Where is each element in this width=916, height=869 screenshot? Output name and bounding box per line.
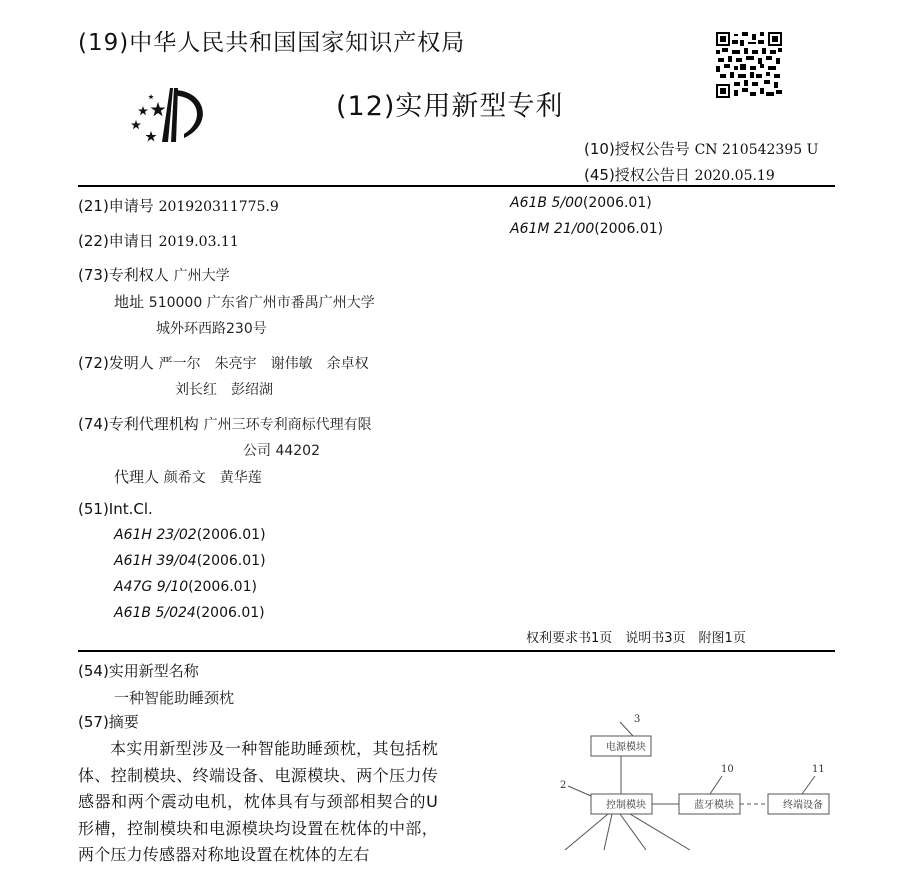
utility-model-title-label: (54)实用新型名称 (78, 662, 199, 680)
control-module-label: 控制模块 (606, 800, 646, 811)
ref-leader-terminal (802, 776, 815, 794)
publication-date-row (584, 164, 775, 185)
intcl-version: (2006.01) (594, 221, 664, 237)
publication-number-label: (10)授权公告号 (584, 140, 690, 158)
address-line-2: 城外环西路230号 (156, 321, 267, 337)
ref-number-bluetooth: 10 (721, 764, 734, 775)
motor-link (630, 814, 690, 850)
authority-title: (19)中华人民共和国国家知识产权局 (78, 30, 466, 56)
agency-line-2: 公司 44202 (243, 443, 320, 459)
intcl-item (510, 221, 663, 237)
intcl-item (114, 579, 257, 595)
patentee-label: (73)专利权人 (78, 266, 169, 284)
intcl-version: (2006.01) (196, 527, 266, 543)
intcl-code: A61H 23/02 (114, 527, 197, 543)
intcl-item (510, 195, 652, 211)
application-date-value: 2019.03.11 (158, 234, 239, 250)
intcl-version: (2006.01) (196, 553, 266, 569)
intcl-version: (2006.01) (582, 195, 652, 211)
cnipa-logo-icon (118, 84, 218, 154)
page-counts: 权利要求书1页 说明书3页 附图1页 (526, 631, 746, 646)
publication-date-label: (45)授权公告日 (584, 166, 690, 184)
inventors-line-2: 刘长红 彭绍湖 (175, 382, 273, 398)
application-number-row (78, 195, 279, 216)
patentee-value: 广州大学 (173, 268, 230, 284)
publication-number-value: CN 210542395 U (694, 142, 819, 158)
intcl-code: A61M 21/00 (510, 221, 595, 237)
top-divider (78, 185, 835, 187)
intcl-code: A47G 9/10 (114, 579, 189, 595)
agency-line-1: 广州三环专利商标代理有限 (203, 417, 372, 433)
sensor-link (565, 814, 608, 850)
intcl-label: (51)Int.Cl. (78, 500, 153, 518)
intcl-version: (2006.01) (188, 579, 257, 595)
application-date-label: (22)申请日 (78, 232, 154, 250)
abstract-text: 本实用新型涉及一种智能助睡颈枕，其包括枕体、控制模块、终端设备、电源模块、两个压力传感器和两个震动电机，枕体具有与颈部相契合的U形槽，控制模块和电源模块均设置在枕体的中部，两个压力传感器对称地设置在枕体的左右 (78, 739, 438, 864)
ref-number-control: 2 (560, 780, 567, 791)
ref-leader-control (568, 786, 591, 796)
intcl-item (114, 553, 266, 569)
patentee-row (78, 264, 230, 285)
motor-link (620, 814, 646, 850)
bluetooth-module-label: 蓝牙模块 (694, 800, 734, 811)
agency-row (78, 413, 372, 434)
application-number-label: (21)申请号 (78, 197, 154, 215)
inventors-line-1: 严一尔 朱亮宇 谢伟敏 余卓权 (158, 356, 369, 372)
address-row (114, 291, 375, 312)
application-number-value: 201920311775.9 (158, 199, 279, 215)
address-label: 地址 (114, 293, 145, 311)
middle-divider (78, 650, 835, 652)
ref-leader-bluetooth (710, 776, 722, 794)
ref-number-power: 3 (634, 714, 641, 725)
agent-value: 颜希文 黄华莲 (163, 470, 262, 486)
publication-number-row (584, 138, 818, 159)
inventors-row (78, 352, 369, 373)
publication-date-value: 2020.05.19 (694, 168, 775, 184)
inventors-label: (72)发明人 (78, 354, 154, 372)
utility-model-title-value: 一种智能助睡颈枕 (114, 689, 235, 707)
qr-code-icon (716, 32, 782, 98)
agent-label: 代理人 (114, 468, 160, 486)
agent-row (114, 466, 262, 487)
ref-leader-power (620, 722, 633, 736)
address-line-1: 510000 广东省广州市番禺广州大学 (148, 295, 375, 311)
application-date-row (78, 230, 239, 251)
intcl-code: A61B 5/024 (114, 605, 196, 621)
intcl-code: A61B 5/00 (510, 195, 583, 211)
power-module-label: 电源模块 (606, 742, 646, 753)
abstract-figure (540, 700, 860, 850)
intcl-item (114, 527, 266, 543)
abstract-label: (57)摘要 (78, 713, 139, 731)
abstract-text-block (78, 736, 438, 869)
intcl-code: A61H 39/04 (114, 553, 197, 569)
intcl-version: (2006.01) (195, 605, 265, 621)
ref-number-terminal: 11 (812, 764, 825, 775)
document-type-title: (12)实用新型专利 (336, 91, 564, 122)
intcl-item (114, 605, 265, 621)
sensor-link (604, 814, 612, 850)
terminal-device-label: 终端设备 (783, 800, 823, 811)
agency-label: (74)专利代理机构 (78, 415, 199, 433)
